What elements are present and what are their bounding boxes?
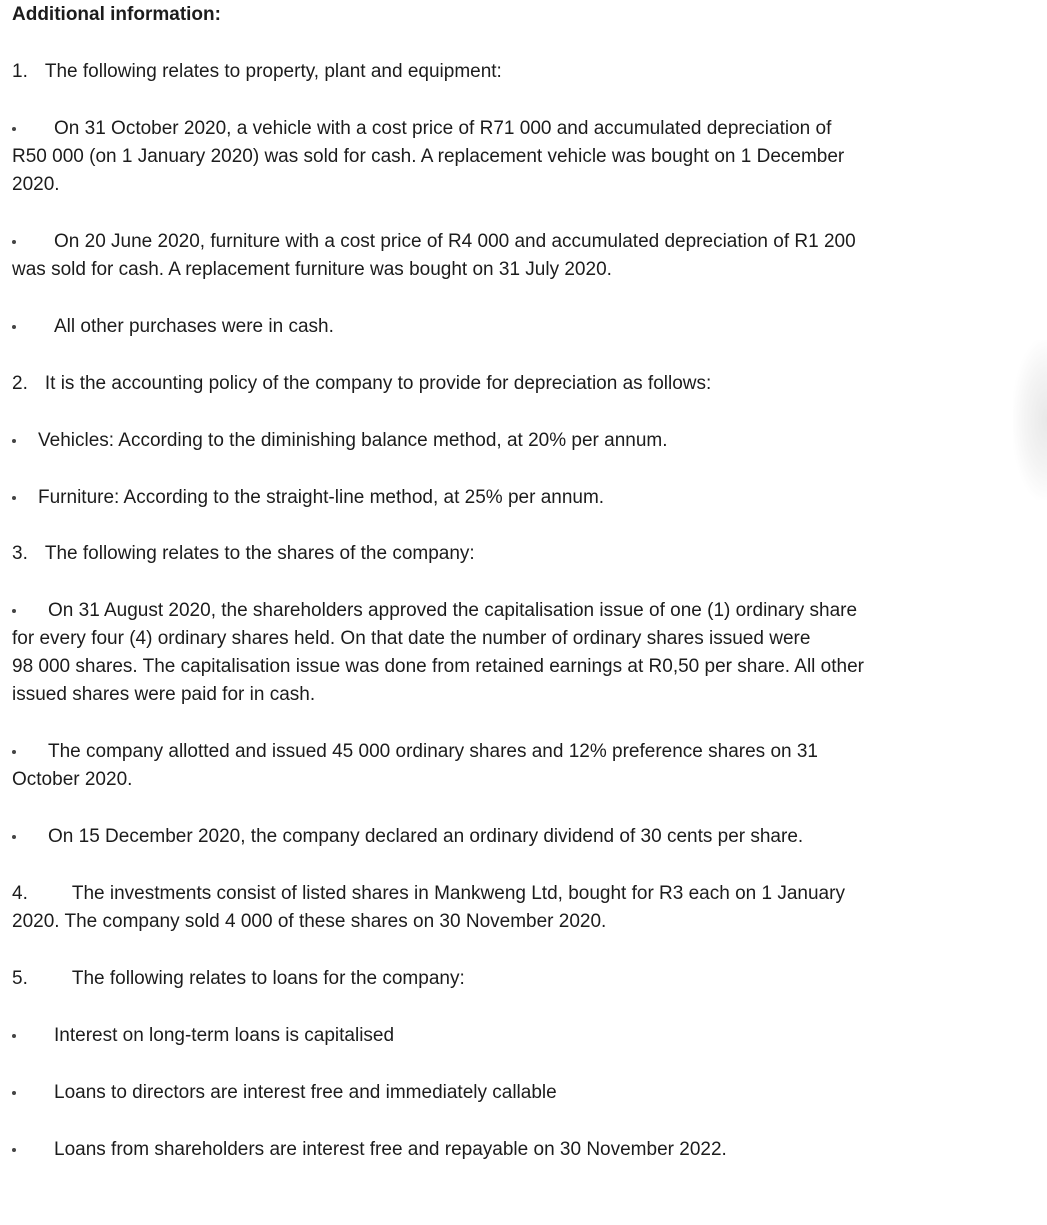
bullet-text: Loans to directors are interest free and immediately callable: [54, 1082, 557, 1103]
section-4-line-2: 2020. The company sold 4 000 of these shares on 30 November 2020.: [12, 911, 607, 932]
section-3-number: 3.: [12, 543, 28, 564]
section-1-bullet-3-line-1: [12, 313, 334, 341]
section-2-number: 2.: [12, 373, 28, 394]
bullet-icon: [12, 750, 16, 754]
section-2-bullet-2-line-1: [12, 484, 604, 512]
section-3-bullet-3-line-1: [12, 823, 803, 851]
section-5-bullet-2-line-1: [12, 1079, 557, 1107]
bullet-icon: [12, 127, 16, 131]
section-1-bullet-2-line-2: was sold for cash. A replacement furniture was bought on 31 July 2020.: [12, 259, 612, 280]
section-3-bullet-1-line-1: [12, 597, 857, 625]
bullet-icon: [12, 1148, 16, 1152]
section-5-bullet-1-line-1: [12, 1022, 394, 1050]
section-4-text: The investments consist of listed shares in Mankweng Ltd, bought for R3 each on 1 January: [71, 883, 845, 904]
bullet-text: All other purchases were in cash.: [54, 316, 334, 337]
section-title: Additional information:: [12, 4, 221, 25]
section-1-heading: The following relates to property, plant and equipment:: [44, 61, 502, 82]
section-3-heading-line: [12, 540, 475, 568]
section-4-number: 4.: [12, 883, 28, 904]
bullet-text: The company allotted and issued 45 000 ordinary shares and 12% preference shares on 31: [48, 741, 818, 762]
section-1-bullet-1-line-3: 2020.: [12, 174, 60, 195]
bullet-text: Vehicles: According to the diminishing balance method, at 20% per annum.: [38, 430, 668, 451]
bullet-text: Furniture: According to the straight-line method, at 25% per annum.: [38, 487, 605, 508]
section-4-line-1: [12, 880, 845, 908]
section-3-bullet-2-line-1: [12, 738, 818, 766]
section-1-number: 1.: [12, 61, 28, 82]
section-1-bullet-1-line-2: R50 000 (on 1 January 2020) was sold for cash. A replacement vehicle was bought on 1 December: [12, 146, 845, 167]
page-edge-shadow: [1013, 340, 1047, 500]
bullet-icon: [12, 240, 16, 244]
section-2-heading-line: [12, 370, 711, 398]
section-5-heading-line: [12, 965, 465, 993]
bullet-icon: [12, 1034, 16, 1038]
section-2-bullet-1-line-1: [12, 427, 668, 455]
bullet-icon: [12, 1091, 16, 1095]
bullet-text: On 20 June 2020, furniture with a cost price of R4 000 and accumulated depreciation of R1 200: [54, 231, 856, 252]
bullet-text: On 15 December 2020, the company declared an ordinary dividend of 30 cents per share.: [48, 826, 804, 847]
bullet-icon: [12, 325, 16, 329]
section-5-heading: The following relates to loans for the company:: [71, 968, 465, 989]
bullet-text: Loans from shareholders are interest free and repayable on 30 November 2022.: [54, 1139, 727, 1160]
bullet-text: On 31 August 2020, the shareholders approved the capitalisation issue of one (1) ordinary share: [48, 600, 858, 621]
section-1-bullet-2-line-1: [12, 228, 856, 256]
bullet-text: On 31 October 2020, a vehicle with a cost price of R71 000 and accumulated depreciation of: [54, 118, 832, 139]
section-5-bullet-3-line-1: [12, 1136, 727, 1164]
section-5-number: 5.: [12, 968, 28, 989]
bullet-text: Interest on long-term loans is capitalised: [54, 1025, 395, 1046]
section-1-heading-line: [12, 58, 502, 86]
section-1-bullet-1-line-1: [12, 115, 831, 143]
bullet-icon: [12, 496, 16, 500]
section-3-bullet-2-line-2: October 2020.: [12, 769, 133, 790]
section-3-heading: The following relates to the shares of the company:: [44, 543, 475, 564]
section-2-heading: It is the accounting policy of the company to provide for depreciation as follows:: [44, 373, 712, 394]
bullet-icon: [12, 609, 16, 613]
bullet-icon: [12, 835, 16, 839]
section-3-bullet-1-line-3: 98 000 shares. The capitalisation issue was done from retained earnings at R0,50 per share. All other: [12, 656, 864, 677]
section-3-bullet-1-line-2: for every four (4) ordinary shares held. On that date the number of ordinary shares issued were: [12, 628, 811, 649]
bullet-icon: [12, 439, 16, 443]
section-3-bullet-1-line-4: issued shares were paid for in cash.: [12, 684, 316, 705]
